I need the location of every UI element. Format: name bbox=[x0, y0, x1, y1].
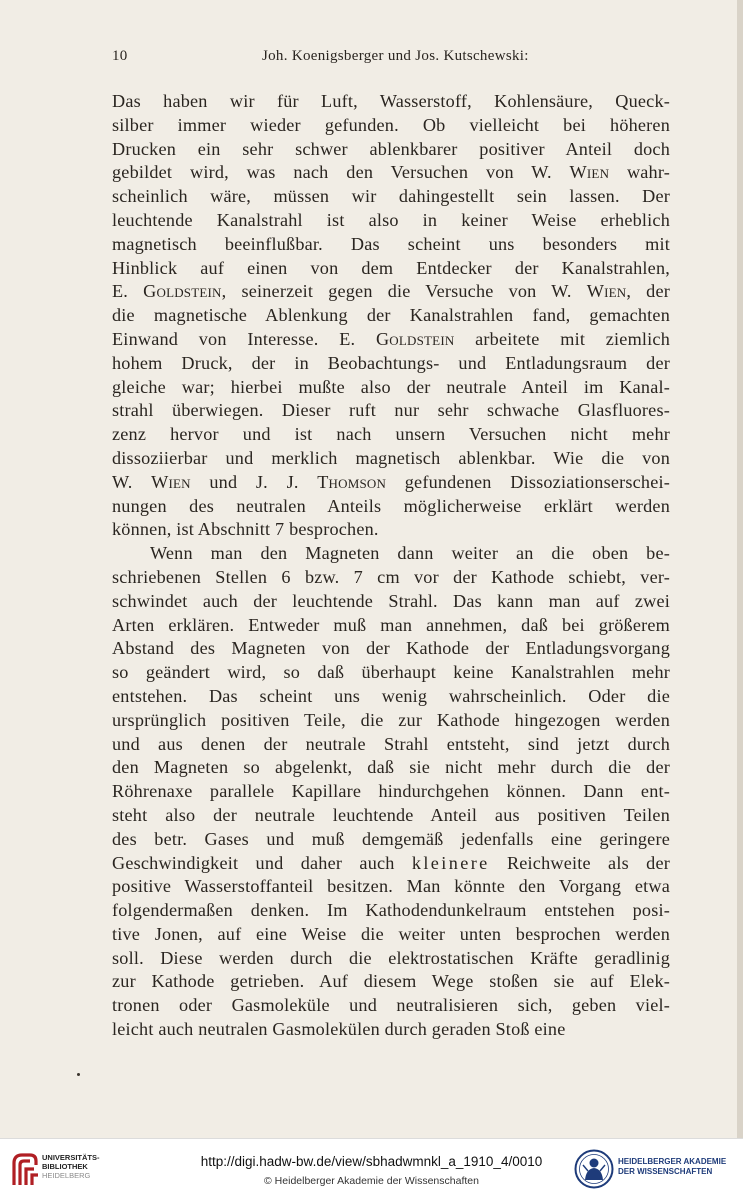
text-line bbox=[112, 423, 670, 447]
text-run: Röhrenaxe parallele Kapillare hindurchgehen können. Dann ent- bbox=[112, 781, 670, 802]
text-run: und aus denen der neutrale Strahl entsteht, sind jetzt durch bbox=[112, 733, 670, 754]
text-run: , der bbox=[626, 281, 670, 302]
text-line bbox=[112, 471, 670, 495]
text-run: Reichweite als der bbox=[489, 852, 670, 873]
text-line bbox=[112, 304, 670, 328]
text-run: Einwand von Interesse. E. bbox=[112, 328, 376, 349]
academy-line-2: DER WISSENSCHAFTEN bbox=[618, 1167, 713, 1176]
text-run: leuchtende Kanalstrahl ist also in keiner Weise erheblich bbox=[112, 209, 670, 230]
text-line bbox=[112, 90, 670, 114]
text-run: Abstand des Magneten von der Kathode der Entladungsvorgang bbox=[112, 638, 670, 659]
library-line-3: HEIDELBERG bbox=[42, 1171, 91, 1180]
academy-name bbox=[618, 1157, 726, 1177]
text-run: Drucken ein sehr schwer ablenkbarer positiver Anteil doch bbox=[112, 138, 670, 159]
text-line bbox=[112, 637, 670, 661]
text-line bbox=[112, 685, 670, 709]
library-line-2: BIBLIOTHEK bbox=[42, 1162, 88, 1171]
body-text bbox=[112, 90, 670, 1042]
text-line bbox=[112, 495, 670, 519]
emphasized-name: Wien bbox=[586, 281, 627, 302]
text-line bbox=[112, 280, 670, 304]
text-line bbox=[112, 1018, 670, 1042]
text-run: Geschwindigkeit und daher auch bbox=[112, 852, 412, 873]
text-run: arbeitete mit ziemlich bbox=[454, 328, 670, 349]
text-run: so geändert wird, so daß überhaupt keine Kanalstrahlen mehr bbox=[112, 662, 670, 683]
text-run: und J. J. bbox=[190, 471, 318, 492]
text-run: nungen des neutralen Anteils möglicherweise erklärt werden bbox=[112, 495, 670, 516]
text-run: magnetisch beeinflußbar. Das scheint uns besonders mit bbox=[112, 233, 670, 254]
text-run: schriebenen Stellen 6 bzw. 7 cm vor der Kathode schiebt, ver- bbox=[112, 566, 670, 587]
text-run: Wenn man den Magneten dann weiter an die oben be- bbox=[150, 543, 670, 564]
text-run: positive Wasserstoffanteil besitzen. Man könnte den Vorgang etwa bbox=[112, 876, 670, 897]
text-line bbox=[112, 709, 670, 733]
text-run: Arten erklären. Entweder muß man annehmen, daß bei größerem bbox=[112, 614, 670, 635]
emphasized-name: Goldstein bbox=[375, 328, 455, 349]
text-run: die magnetische Ablenkung der Kanalstrahlen fand, gemachten bbox=[112, 305, 670, 326]
copyright-notice: © Heidelberger Akademie der Wissenschaften bbox=[264, 1175, 479, 1187]
text-run: können, ist Abschnitt 7 besprochen. bbox=[112, 519, 379, 540]
emphasized-name: Goldstein bbox=[143, 281, 222, 302]
text-run: gefundenen Dissoziationserschei- bbox=[386, 471, 671, 492]
text-line bbox=[112, 852, 670, 876]
text-line bbox=[112, 161, 670, 185]
text-run: scheinlich wäre, müssen wir dahingestellt sein lassen. Der bbox=[112, 186, 670, 207]
text-run: gebildet wird, was nach den Versuchen von W. bbox=[112, 162, 570, 183]
emphasized-name: Wien bbox=[151, 471, 191, 492]
text-run: schwindet auch der leuchtende Strahl. Das kann man auf zwei bbox=[112, 590, 670, 611]
running-title: Joh. Koenigsberger und Jos. Kutschewski: bbox=[262, 48, 529, 64]
text-line bbox=[112, 566, 670, 590]
text-line bbox=[112, 185, 670, 209]
text-line bbox=[112, 114, 670, 138]
text-run: ursprünglich positiven Teile, die zur Kathode hingezogen werden bbox=[112, 709, 670, 730]
emphasized-name: Thomson bbox=[317, 471, 387, 492]
text-run: zenz hervor und ist nach unsern Versuchen nicht mehr bbox=[112, 424, 670, 445]
text-line bbox=[112, 756, 670, 780]
text-run: Das haben wir für Luft, Wasserstoff, Kohlensäure, Queck- bbox=[112, 91, 670, 111]
text-run: soll. Diese werden durch die elektrostatischen Kräfte geradlinig bbox=[112, 947, 670, 968]
text-run: dissoziierbar und merklich magnetisch ablenkbar. Wie die von bbox=[112, 447, 670, 468]
academy-seal-icon bbox=[574, 1149, 614, 1189]
library-line-1: UNIVERSITÄTS- bbox=[42, 1153, 100, 1162]
permalink-url[interactable]: http://digi.hadw-bw.de/view/sbhadwmnkl_a_1910_4/0010 bbox=[200, 1154, 543, 1169]
text-line bbox=[112, 923, 670, 947]
text-run: den Magneten so abgelenkt, daß sie nicht mehr durch die der bbox=[112, 757, 670, 778]
text-run: steht also der neutrale leuchtende Anteil aus positiven Teilen bbox=[112, 804, 670, 825]
text-run: silber immer wieder gefunden. Ob vielleicht bei höheren bbox=[112, 114, 670, 135]
text-line bbox=[112, 780, 670, 804]
text-run: , seinerzeit gegen die Versuche von W. bbox=[221, 281, 587, 302]
text-line bbox=[112, 804, 670, 828]
text-run: gleiche war; hierbei mußte also der neutrale Anteil im Kanal- bbox=[112, 376, 670, 397]
text-run: wahr- bbox=[609, 162, 671, 183]
text-line bbox=[112, 994, 670, 1018]
text-line bbox=[112, 828, 670, 852]
text-line bbox=[112, 399, 670, 423]
text-line bbox=[112, 376, 670, 400]
text-line bbox=[112, 138, 670, 162]
text-run: Hinblick auf einen von dem Entdecker der Kanalstrahlen, bbox=[112, 257, 670, 278]
text-run: tronen oder Gasmoleküle und neutralisieren sich, geben viel- bbox=[112, 995, 670, 1016]
emphasized-name: Wien bbox=[569, 162, 610, 183]
scan-speck bbox=[77, 1073, 80, 1076]
text-run: strahl überwiegen. Dieser ruft nur sehr schwache Glasfluores- bbox=[112, 400, 670, 421]
text-run: folgendermaßen denken. Im Kathodendunkelraum entstehen posi- bbox=[112, 900, 670, 921]
text-line bbox=[112, 875, 670, 899]
text-line bbox=[112, 352, 670, 376]
text-line bbox=[112, 233, 670, 257]
text-line bbox=[112, 661, 670, 685]
page-number: 10 bbox=[112, 48, 128, 64]
text-run: des betr. Gases und muß demgemäß jedenfalls eine geringere bbox=[112, 828, 670, 849]
text-line bbox=[112, 209, 670, 233]
emphasized-name: kleinere bbox=[411, 852, 490, 873]
text-run: W. bbox=[112, 471, 152, 492]
footer-bar bbox=[0, 1138, 743, 1197]
text-line bbox=[112, 447, 670, 471]
text-run: leicht auch neutralen Gasmolekülen durch geraden Stoß eine bbox=[112, 1019, 566, 1040]
academy-line-1: HEIDELBERGER AKADEMIE bbox=[618, 1157, 727, 1166]
text-line bbox=[112, 590, 670, 614]
text-line bbox=[112, 733, 670, 757]
text-line bbox=[112, 328, 670, 352]
text-run: E. bbox=[112, 281, 144, 302]
text-line bbox=[112, 614, 670, 638]
text-line bbox=[112, 947, 670, 971]
text-run: entstehen. Das scheint uns wenig wahrscheinlich. Oder die bbox=[112, 685, 670, 706]
text-line bbox=[112, 970, 670, 994]
text-run: tive Jonen, auf eine Weise die weiter unten besprochen werden bbox=[112, 923, 670, 944]
text-line bbox=[112, 518, 670, 542]
text-run: hohem Druck, der in Beobachtungs- und Entladungsraum der bbox=[112, 352, 670, 373]
text-line bbox=[112, 899, 670, 923]
text-line bbox=[112, 257, 670, 281]
text-line bbox=[112, 542, 670, 566]
text-run: zur Kathode getrieben. Auf diesem Wege stoßen sie auf Elek- bbox=[112, 971, 670, 992]
